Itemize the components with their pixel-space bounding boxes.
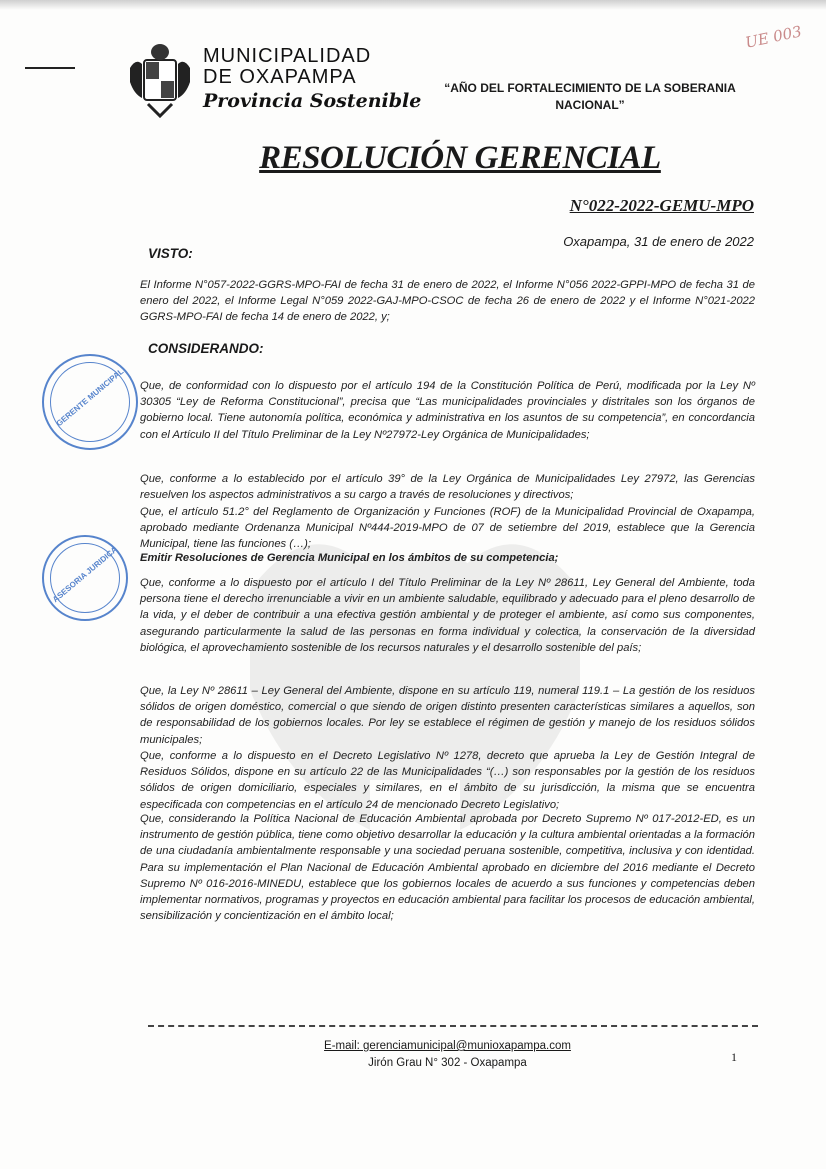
- paragraph: Que, conforme a lo establecido por el artículo 39° de la Ley Orgánica de Municipalidades Ley 27972, las Gerencias resuelven los aspectos administrativos a su cargo a través de resoluciones y directivos;: [140, 473, 755, 502]
- paragraph: Que, la Ley Nº 28611 – Ley General del Ambiente, dispone en su artículo 119, numeral 119.1 – La gestión de los residuos sólidos de origen doméstico, comercial o que siendo de origen distinto presenten características similares a aquellos, son de responsabilidad de los gobiernos locales. Por ley se establece el régimen de gestión y manejo de los residuos sólidos municipales;: [140, 685, 755, 746]
- paragraph: Que, conforme a lo dispuesto en el Decreto Legislativo Nº 1278, decreto que aprueba la Ley de Gestión Integral de Residuos Sólidos, dispone en su artículo 22 de las Municipalidades “(…) son responsables por la gestión de los residuos sólidos de origen domiciliario, especiales y similares, en el ámbito de su jurisdicción, la misma que se encuentra especificada con competencias en el artículo 24 de mencionado Decreto Legislativo;: [140, 750, 755, 811]
- resolution-number: N°022-2022-GEMU-MPO: [569, 196, 754, 215]
- footer-email: E-mail: gerenciamunicipal@munioxapampa.com: [324, 1040, 571, 1052]
- visto-heading: VISTO:: [148, 246, 193, 261]
- paragraph: Que, de conformidad con lo dispuesto por el artículo 194 de la Constitución Política de Perú, modificada por la Ley Nº 30305 “Ley de Reforma Constitucional”, precisa que “Las municipalidades provinciales y distritales son los órganos de gobierno local. Tiene autonomía política, económica y administrativa en los asuntos de su competencia”, en concordancia con el Artículo II del Título Preliminar de la Ley Nº27972-Ley Orgánica de Municipalidades;: [140, 380, 755, 441]
- place-date: Oxapampa, 31 de enero de 2022: [563, 234, 754, 249]
- footer-address: Jirón Grau N° 302 - Oxapampa: [368, 1057, 527, 1069]
- org-name-line1: MUNICIPALIDAD: [203, 45, 372, 67]
- visto-paragraph: El Informe N°057-2022-GGRS-MPO-FAI de fecha 31 de enero de 2022, el Informe N°056 2022-GPPI-MPO de fecha 31 de enero del 2022, el Informe Legal N°059 2022-GAJ-MPO-CSOC de fecha 26 de enero de 2022 y el Informe N°021-2022 GGRS-MPO-FAI de fecha 14 de enero de 2022, y;: [140, 279, 755, 324]
- paragraph: Que, considerando la Política Nacional de Educación Ambiental aprobada por Decreto Supremo Nº 017-2012-ED, es un instrumento de gestión pública, tiene como objetivo desarrollar la educación y la cultura ambiental orientadas a la formación de una ciudadanía ambientalmente responsable y una sociedad peruana sostenible, competitiva, inclusiva y con identidad. Para su implementación el Plan Nacional de Educación Ambiental aprobado en diciembre del 2016 mediante el Decreto Supremo Nº 016-2016-MINEDU, establece que los gobiernos locales de acuerdo a sus funciones y competencias deben implementar normativos, programas y proyectos en educación ambiental para facilitar los procesos de educación ambiental, sensibilización y concientización en el ámbito local;: [140, 813, 756, 923]
- scan-shadow: [0, 0, 826, 10]
- slogan: Provincia Sostenible: [203, 90, 422, 112]
- asesoria-juridica-stamp: [42, 535, 128, 621]
- paragraph: Que, conforme a lo dispuesto por el artículo I del Título Preliminar de la Ley Nº 28611, Ley General del Ambiente, toda persona tiene el derecho irrenunciable a vivir en un ambiente saludable, equilibrado y adecuado para el pleno desarrollo de la vida, y el deber de contribuir a una efectiva gestión ambiental y de proteger el ambiente, así como sus componentes, asegurando particularmente la salud de las personas en forma individual y colectica, la conservación de la diversidad biológica, el aprovechamiento sostenible de los recursos naturales y el desarrollo sostenible del país;: [140, 577, 755, 654]
- municipal-coat-of-arms-logo: [128, 38, 192, 118]
- year-motto: “AÑO DEL FORTALECIMIENTO DE LA SOBERANIA NACIONAL”: [444, 81, 736, 112]
- considerando-heading: CONSIDERANDO:: [148, 341, 264, 356]
- footer-divider: [148, 1025, 758, 1027]
- handwritten-mark: UE 003: [743, 22, 804, 52]
- org-name-line2: DE OXAPAMPA: [203, 66, 357, 88]
- gerente-municipal-stamp: [42, 354, 138, 450]
- stamp-center-text: GERENTE MUNICIPAL: [54, 366, 126, 428]
- paragraph: Que, el artículo 51.2° del Reglamento de Organización y Funciones (ROF) de la Municipalidad Provincial de Oxapampa, aprobado mediante Ordenanza Municipal Nº444-2019-MPO de 07 de setiembre del 2019, establece que la Gerencia Municipal, tiene las funciones (…);: [140, 506, 755, 551]
- margin-mark: [25, 67, 75, 69]
- stamp-center-text: ASESORIA JURIDICA: [50, 544, 120, 604]
- page-number: 1: [731, 1050, 737, 1064]
- org-name: [203, 46, 371, 88]
- document-title: RESOLUCIÓN GERENCIAL: [259, 140, 661, 176]
- bold-function-line: Emitir Resoluciones de Gerencia Municipal en los ámbitos de su competencia;: [140, 552, 559, 564]
